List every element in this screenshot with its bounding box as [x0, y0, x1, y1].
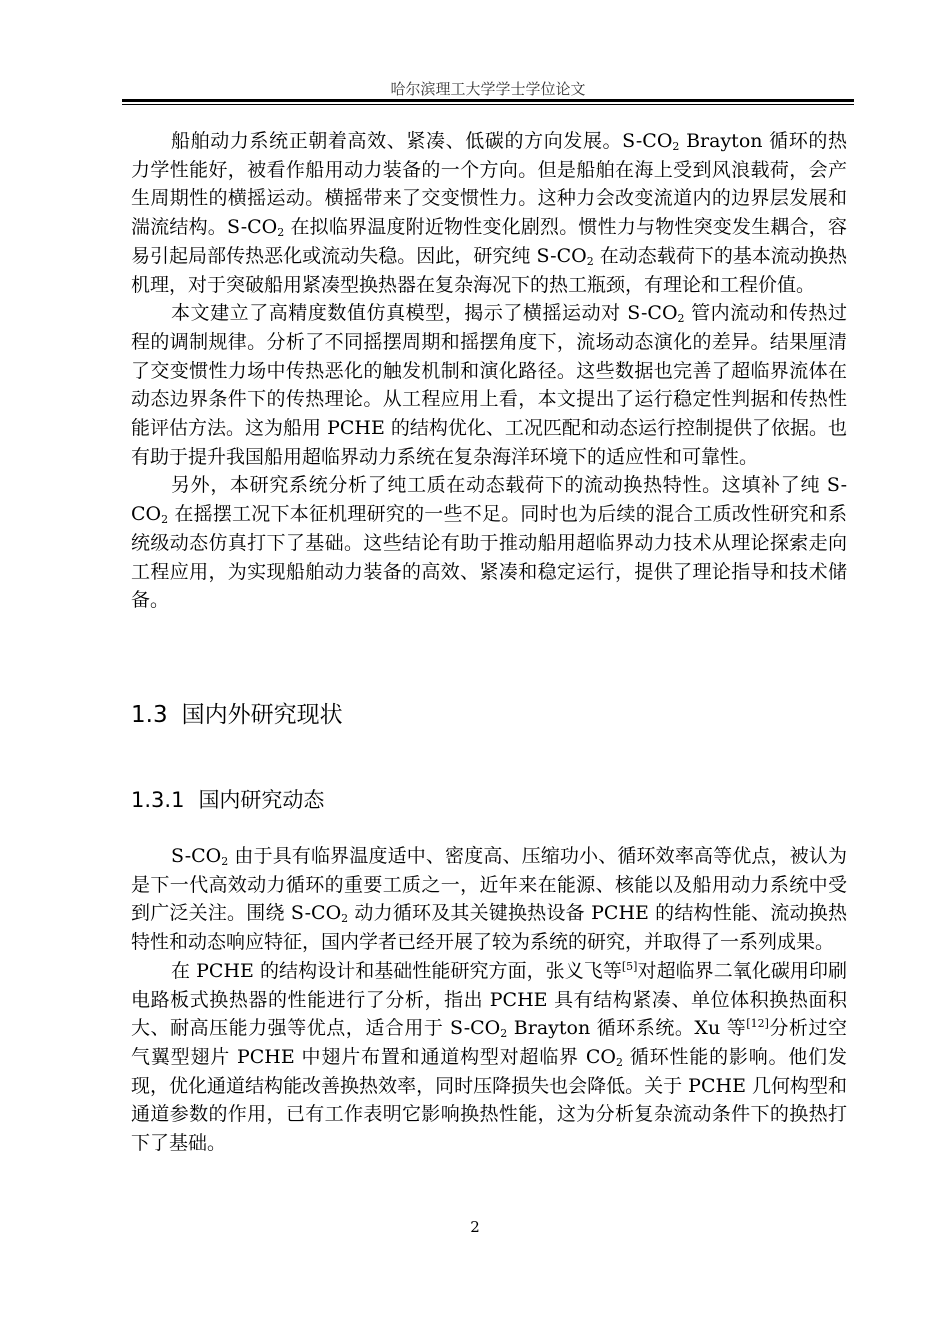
- paragraph: 在 PCHE 的结构设计和基础性能研究方面，张义飞等[5]对超临界二氧化碳用印刷电路板式换热器的性能进行了分析，指出 PCHE 具有结构紧凑、单位体积换热面积大、耐高压能力强等优点，适合用于 $S-CO_2$ Brayton 循环系统。Xu 等[12]分析过空气翼型翅片 PCHE 中翅片布置和通道构型对超临界 $CO_2$ 循环性能的影响。他们发现，优化通道结构能改善换热效率，同时压降损失也会降低。关于 PCHE 几何构型和通道参数的作用，已有工作表明它影响换热性能，这为分析复杂流动条件下的换热打下了基础。: [131, 959, 847, 1155]
- header-rule-thin: [122, 104, 854, 105]
- body-text-block-2: [131, 842, 847, 1158]
- section-heading: [131, 700, 343, 730]
- paragraph: 船舶动力系统正朝着高效、紧凑、低碳的方向发展。$S-CO_2$ Brayton 循环的热力学性能好，被看作船用动力装备的一个方向。但是船舶在海上受到风浪载荷，会产生周期性的横摇运动。横摇带来了交变惯性力。这种力会改变流道内的边界层发展和湍流结构。$S-CO_2$ 在拟临界温度附近物性变化剧烈。惯性力与物性突变发生耦合，容易引起局部传热恶化或流动失稳。因此，研究纯 $S-CO_2$ 在动态载荷下的基本流动换热机理，对于突破船用紧凑型换热器在复杂海况下的热工瓶颈，有理论和工程价值。: [131, 130, 847, 296]
- section-title: 国内外研究现状: [181, 702, 343, 728]
- page-number: 2: [470, 1218, 480, 1236]
- subsection-number: 1.3.1: [131, 788, 185, 812]
- citation: [12]: [746, 1017, 769, 1031]
- header-rule-thick: [122, 99, 854, 102]
- paragraph: $S-CO_2$ 由于具有临界温度适中、密度高、压缩功小、循环效率高等优点，被认为是下一代高效动力循环的重要工质之一，近年来在能源、核能以及船用动力系统中受到广泛关注。围绕 $S-CO_2$ 动力循环及其关键换热设备 PCHE 的结构性能、流动换热特性和动态响应特征，国内学者已经开展了较为系统的研究，并取得了一系列成果。: [131, 845, 847, 954]
- running-header: 哈尔滨理工大学学士学位论文: [390, 80, 586, 98]
- subsection-title: 国内研究动态: [198, 788, 325, 812]
- body-text-block-1: [131, 127, 847, 615]
- section-number: 1.3: [131, 702, 168, 728]
- paragraph: 另外，本研究系统分析了纯工质在动态载荷下的流动换热特性。这填补了纯 $S-CO_2$ 在摇摆工况下本征机理研究的一些不足。同时也为后续的混合工质改性研究和系统级动态仿真打下了基础。这些结论有助于推动船用超临界动力技术从理论探索走向工程应用，为实现船舶动力装备的高效、紧凑和稳定运行，提供了理论指导和技术储备。: [131, 474, 847, 612]
- paragraph: 本文建立了高精度数值仿真模型，揭示了横摇运动对 $S-CO_2$ 管内流动和传热过程的调制规律。分析了不同摇摆周期和摇摆角度下，流场动态演化的差异。结果厘清了交变惯性力场中传热恶化的触发机制和演化路径。这些数据也完善了超临界流体在动态边界条件下的传热理论。从工程应用上看，本文提出了运行稳定性判据和传热性能评估方法。这为船用 PCHE 的结构优化、工况匹配和动态运行控制提供了依据。也有助于提升我国船用超临界动力系统在复杂海洋环境下的适应性和可靠性。: [131, 302, 847, 468]
- subsection-heading: [131, 786, 324, 814]
- citation: [5]: [621, 959, 638, 973]
